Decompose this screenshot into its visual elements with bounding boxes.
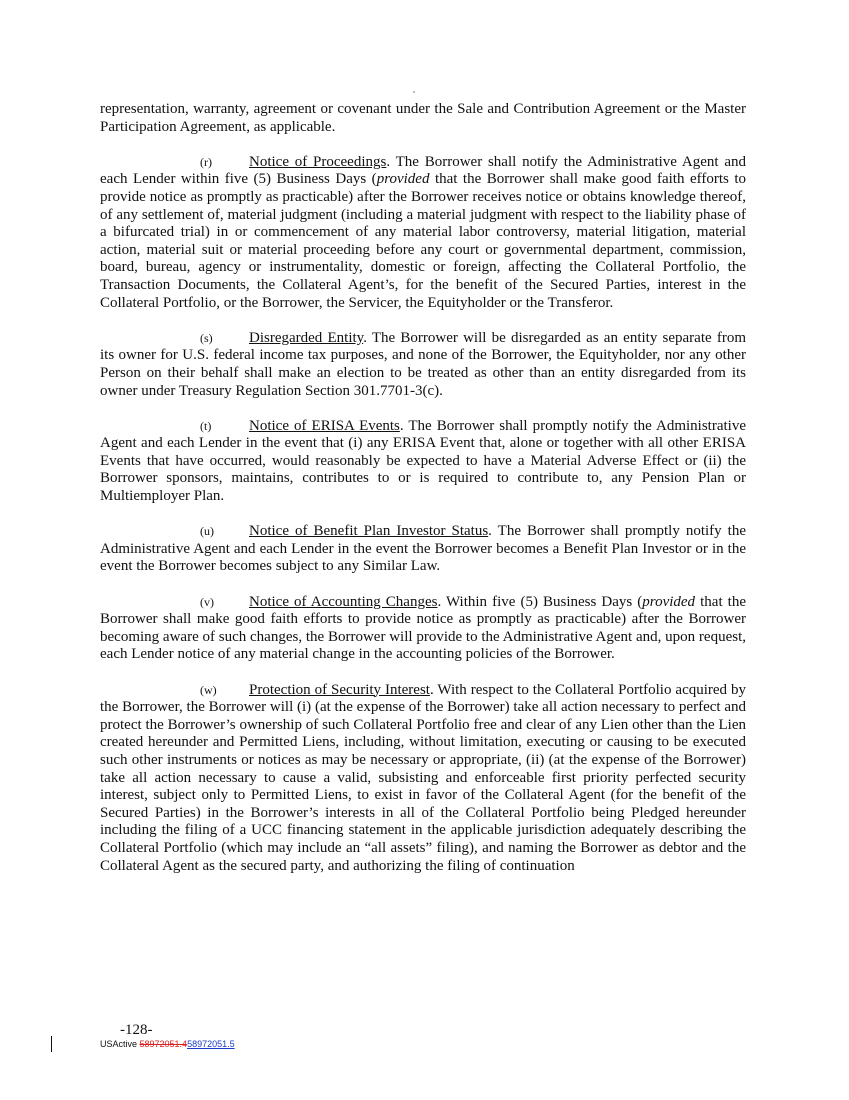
document-body: [100, 101, 746, 893]
continuation-paragraph: representation, warranty, agreement or covenant under the Sale and Contribution Agreement or the Master Participation Agreement, as applicable.: [100, 101, 746, 135]
page-number: -128-: [120, 1022, 153, 1038]
sections-container: [100, 154, 746, 875]
section-heading: Notice of ERISA Events: [249, 417, 400, 434]
section-body-text: that the Borrower shall make good faith efforts to provide notice as promptly as practicable) after the Borrower receives notice or obtains knowledge thereof, of any settlement of, material judgment (including a material judgment with respect to the liability phase of a bifurcated trial) in or commencement of any material labor controversy, material litigation, material action, material suit or material proceeding before any court or governmental department, commission, board, bureau, agency or instrumentality, domestic or foreign, affecting the Collateral Portfolio, the Transaction Documents, the Collateral Agent’s, for the benefit of the Secured Parties, interest in the Collateral Portfolio, or the Borrower, the Servicer, the Equityholder or the Transferor.: [100, 171, 746, 311]
section-body-text: . Within five (5) Business Days (: [437, 593, 643, 610]
section-heading: Notice of Accounting Changes: [249, 593, 438, 610]
section-letter: (u): [200, 524, 214, 539]
section-heading: Disregarded Entity: [249, 329, 364, 346]
section-heading: Notice of Benefit Plan Investor Status: [249, 523, 489, 540]
section-paragraph: [100, 330, 746, 400]
section-paragraph: [100, 523, 746, 576]
section-letter: (s): [200, 330, 213, 345]
document-id-inserted: 58972051.5: [187, 1039, 235, 1049]
decorative-dot: [413, 91, 415, 93]
section-body-text: . The Borrower shall notify the Administrative Agent and each Lender within five (5) Business Days (: [100, 153, 746, 188]
section-heading: Protection of Security Interest: [249, 681, 430, 698]
section-body-italic: provided: [642, 593, 696, 610]
section-paragraph: [100, 594, 746, 664]
section-letter: (v): [200, 594, 214, 609]
section-body-text: . The Borrower will be disregarded as an entity separate from its owner for U.S. federal income tax purposes, and none of the Borrower, the Equityholder, nor any other Person on their behalf shall make an election to be treated as other than an entity disregarded from its owner under Treasury Regulation Section 301.7701-3(c).: [100, 329, 747, 399]
section-letter: (t): [200, 418, 212, 433]
section-body-text: . With respect to the Collateral Portfolio acquired by the Borrower, the Borrower will (i) (at the expense of the Borrower) take all action necessary to perfect and protect the Borrower’s ownership of such Collateral Portfolio free and clear of any Lien other than the Lien created hereunder and Permitted Liens, including, without limitation, executing or causing to be executed such other instruments or notices as may be necessary or appropriate, (ii) (at the expense of the Borrower) take all action necessary to cause a valid, subsisting and enforceable first priority perfected security interest, subject only to Permitted Liens, to exist in favor of the Collateral Agent (for the benefit of the Secured Parties) in the Borrower’s interests in all of the Collateral Portfolio being Pledged hereunder including the filing of a UCC financing statement in the applicable jurisdiction adequately describing the Collateral Portfolio (which may include an “all assets” filing), and naming the Borrower as debtor and the Collateral Agent as the secured party, and authorizing the filing of continuation: [100, 681, 746, 874]
section-paragraph: [100, 154, 746, 312]
section-paragraph: [100, 418, 746, 506]
section-heading: Notice of Proceedings: [249, 153, 387, 170]
document-id-deleted: 58972051.4: [139, 1039, 188, 1049]
document-id-footer: [100, 1039, 235, 1049]
change-bar: [51, 1036, 52, 1052]
document-id-prefix: USActive: [100, 1039, 140, 1049]
section-letter: (r): [200, 154, 212, 169]
section-body-text: . The Borrower shall promptly notify the Administrative Agent and each Lender in the event that (i) any ERISA Event that, alone or together with all other ERISA Events that have occurred, would reasonably be expected to have a Material Adverse Effect or (ii) the Borrower sponsors, maintains, contributes to or is required to contribute to, any Pension Plan or Multiemployer Plan.: [100, 417, 746, 505]
section-body-text: . The Borrower shall promptly notify the Administrative Agent and each Lender in the event the Borrower becomes a Benefit Plan Investor or in the event the Borrower becomes subject to any Similar Law.: [100, 523, 746, 575]
section-body-italic: provided: [376, 171, 430, 188]
section-letter: (w): [200, 682, 217, 697]
section-paragraph: [100, 682, 746, 876]
section-body-text: that the Borrower shall make good faith efforts to provide notice as promptly as practicable) after the Borrower becoming aware of such changes, the Borrower will provide to the Administrative Agent and, upon request, each Lender notice of any material change in the accounting policies of the Borrower.: [100, 593, 746, 663]
